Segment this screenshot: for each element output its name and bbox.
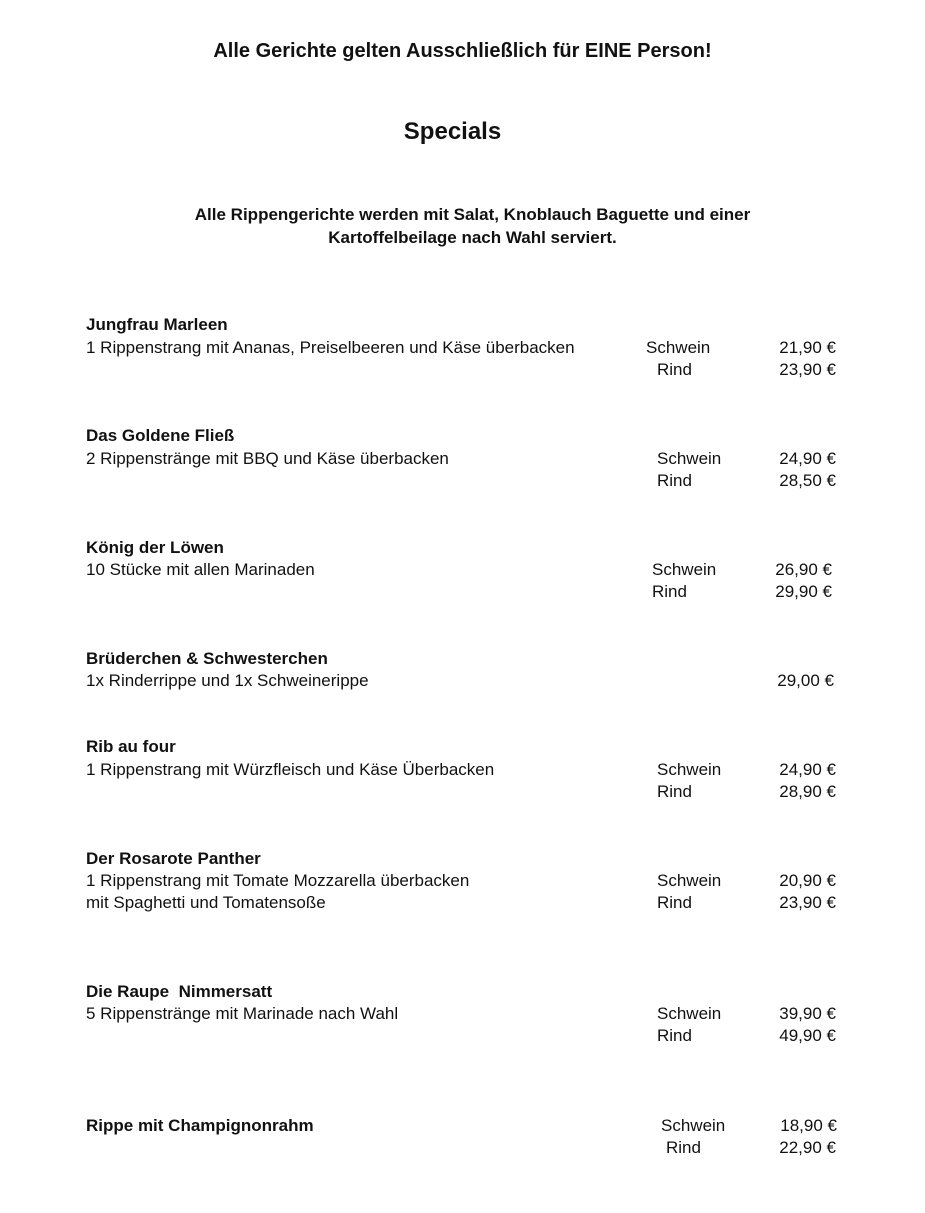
dish-description: 1x Rinderrippe und 1x Schweinerippe [86, 671, 369, 690]
dish-name: König der Löwen [86, 538, 224, 557]
dish-name: Der Rosarote Panther [86, 849, 261, 868]
option-price: 20,90 € [779, 871, 836, 890]
option-label: Rind [657, 360, 692, 379]
dish-description: 1 Rippenstrang mit Ananas, Preiselbeeren und Käse überbacken [86, 338, 575, 357]
option-price: 18,90 € [780, 1116, 837, 1135]
option-price: 22,90 € [779, 1138, 836, 1157]
dish-name: Das Goldene Fließ [86, 426, 235, 445]
option-price: 49,90 € [779, 1026, 836, 1045]
dish-name: Jungfrau Marleen [86, 315, 228, 334]
dish-name: Rippe mit Champignonrahm [86, 1116, 314, 1135]
option-price: 29,90 € [775, 582, 832, 601]
option-price: 24,90 € [779, 760, 836, 779]
menu-notice: Alle Gerichte gelten Ausschließlich für EINE Person! [213, 40, 712, 62]
option-label: Rind [657, 893, 692, 912]
option-label: Schwein [646, 338, 711, 357]
option-price: 29,00 € [777, 671, 834, 690]
dish-name: Rib au four [86, 737, 176, 756]
option-price: 26,90 € [775, 560, 832, 579]
option-price: 28,90 € [779, 782, 836, 801]
option-label: Schwein [657, 449, 722, 468]
dish-description: 5 Rippenstränge mit Marinade nach Wahl [86, 1004, 399, 1023]
dish-description: mit Spaghetti und Tomatensoße [86, 893, 326, 912]
option-label: Schwein [657, 760, 722, 779]
option-label: Rind [652, 582, 687, 601]
option-price: 39,90 € [779, 1004, 836, 1023]
intro-line-2: Kartoffelbeilage nach Wahl serviert. [328, 228, 617, 247]
option-label: Rind [657, 1026, 692, 1045]
dish-description: 10 Stücke mit allen Marinaden [86, 560, 315, 579]
option-label: Schwein [657, 1004, 722, 1023]
intro-line-1: Alle Rippengerichte werden mit Salat, Knoblauch Baguette und einer [194, 205, 751, 224]
dish-name: Die Raupe Nimmersatt [86, 982, 273, 1001]
option-label: Schwein [661, 1116, 726, 1135]
dish-name: Brüderchen & Schwesterchen [86, 649, 328, 668]
option-label: Schwein [652, 560, 717, 579]
menu-intro [0, 203, 925, 249]
dish-description: 1 Rippenstrang mit Tomate Mozzarella überbacken [86, 871, 470, 890]
dish-description: 1 Rippenstrang mit Würzfleisch und Käse Überbacken [86, 760, 495, 779]
dish-description: 2 Rippenstränge mit BBQ und Käse überbacken [86, 449, 449, 468]
option-label: Rind [657, 471, 692, 490]
option-label: Rind [666, 1138, 701, 1157]
option-label: Schwein [657, 871, 722, 890]
option-price: 24,90 € [779, 449, 836, 468]
option-price: 21,90 € [779, 338, 836, 357]
page-title: Specials [403, 118, 502, 145]
option-label: Rind [657, 782, 692, 801]
option-price: 28,50 € [779, 471, 836, 490]
option-price: 23,90 € [779, 360, 836, 379]
option-price: 23,90 € [779, 893, 836, 912]
